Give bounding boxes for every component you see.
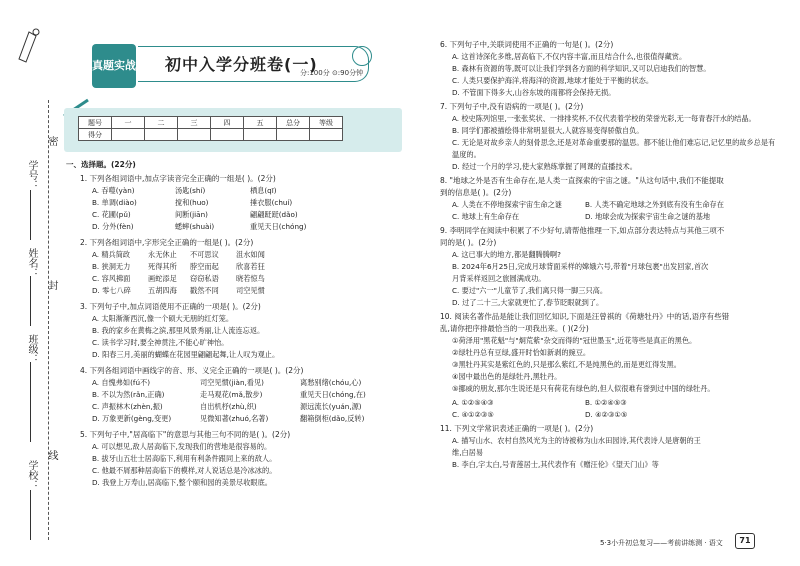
exam-badge: 真题实战 [92, 44, 136, 88]
q1-option-b[interactable]: B. 单调(diào) [92, 198, 137, 207]
q3-option-d[interactable]: D. 阳春三月,美丽的蝴蝶在花园里翩翩起舞,让人叹为观止。 [92, 350, 280, 359]
school-label: 学校： [26, 460, 37, 490]
q1-option-d[interactable]: D. 分外(fèn) [92, 222, 134, 231]
question-5: 5. 下列句子中,"居高临下"的意思与其他三句不同的是( )。(2分) [80, 430, 291, 439]
student-id-label: 学号： [26, 160, 37, 190]
score-head-cell: 三 [178, 117, 211, 129]
q7-option-a[interactable]: A. 校史陈列馆里,一张张奖状、一排排奖杯,不仅代表着学校的荣誉光彩,无一每青春汗水的结晶。 [452, 114, 756, 123]
score-cell[interactable] [310, 129, 343, 141]
q8-option-a[interactable]: A. 人类在不停地探索宇宙生命之谜 [452, 200, 562, 209]
q1-option-d2: 蟋蟀(shuài) [175, 222, 215, 231]
score-head-cell: 二 [145, 117, 178, 129]
q10-sentence-3: ③黑牡丹其实是紫红色的,只是那么紫红,不是纯黑色的,而是更红得发黑。 [452, 360, 681, 369]
q8-option-b[interactable]: B. 人类不确定地球之外到底有没有生命存在 [585, 200, 724, 209]
score-head-cell: 五 [244, 117, 277, 129]
q2-option-b3: 脖空而起 [190, 262, 219, 271]
q9-option-a[interactable]: A. 这已事大的地方,都是翻腾腾啊? [452, 250, 561, 259]
seal-mark-3: 线 [46, 450, 57, 460]
q9-option-c[interactable]: C. 要过"六一"儿童节了,我们离只得一脚三只高。 [452, 286, 608, 295]
q10-sentence-5: ⑤挪威的朋友,那尔生说还是只有荷花有绿色的,但人似很难有誉到过中国的绿牡丹。 [452, 384, 715, 393]
q2-option-a[interactable]: A. 精兵简政 [92, 250, 131, 259]
q5-option-a[interactable]: A. 可以想见,敌人居高临下,发现我们的营地是很容易的。 [92, 442, 272, 451]
q1-option-b3: 捶衣服(chuí) [250, 198, 293, 207]
q11-option-a[interactable]: A. 描写山水、农村自然风光为主的诗被称为山水田园诗,其代表诗人是唐朝的王 [452, 436, 701, 445]
class-line[interactable] [30, 362, 31, 442]
q4-option-d3: 翻箱倒柜(dǎo,反转) [300, 414, 365, 423]
q9-option-b-cont: 月背采样返回之旅圆满成功。 [452, 274, 546, 283]
question-8: 8. "地球之外是否有生命存在,是人类一直探索的宇宙之谜。"从这句话中,我们不能提取 [440, 176, 724, 185]
q4-option-a3: 离愁别绪(chóu,心) [300, 378, 362, 387]
q2-option-c2: 画蛇添足 [148, 274, 177, 283]
q2-option-a2: 永无休止 [148, 250, 177, 259]
name-line[interactable] [30, 276, 31, 326]
score-row-label: 得分 [79, 129, 112, 141]
q2-option-d[interactable]: D. 零七八碎 [92, 286, 131, 295]
q8-option-c[interactable]: C. 地球上有生命存在 [452, 212, 520, 221]
q1-option-a3: 栖息(qī) [250, 186, 277, 195]
q4-option-a2: 司空见惯(jiàn,看见) [200, 378, 264, 387]
q2-option-d3: 戳然不同 [190, 286, 219, 295]
q11-option-b[interactable]: B. 李白,字太白,号青莲居士,其代表作有《赠汪伦》《望天门山》等 [452, 460, 659, 469]
q7-option-c-cont: 温度的。 [452, 150, 481, 159]
q6-option-a[interactable]: A. 这首诗深化多维,居高临下,不仅内容丰富,而且结合什么,也很值得藏赏。 [452, 52, 687, 61]
question-6: 6. 下列句子中,关联词使用不正确的一句是( )。(2分) [440, 40, 614, 49]
q2-option-d2: 五胡四海 [148, 286, 177, 295]
school-line[interactable] [30, 490, 31, 540]
student-id-line[interactable] [30, 190, 31, 240]
q10-option-a[interactable]: A. ①②⑤④③ [452, 398, 494, 407]
score-cell[interactable] [145, 129, 178, 141]
footer-text: 5·3小升初总复习——考前讲练测 · 语文 [600, 539, 723, 547]
q8-option-d[interactable]: D. 地球会成为探索宇宙生命之谜的基地 [585, 212, 711, 221]
pencil-icon [14, 24, 44, 68]
cut-line [48, 100, 49, 540]
q1-option-a[interactable]: A. 吞噬(yàn) [92, 186, 135, 195]
q1-option-c3: 翩翩跹跹(dǎo) [250, 210, 298, 219]
question-9-cont: 同的是( )。(2分) [440, 238, 497, 247]
q2-option-c4: 晓若惊鸟 [236, 274, 265, 283]
score-cell[interactable] [277, 129, 310, 141]
q11-option-a-cont: 维,白居易 [452, 448, 484, 457]
q10-sentence-2: ②绿牡丹总有豆绿,盛开时恰如新剥的豌豆。 [452, 348, 591, 357]
score-head-cell: 等级 [310, 117, 343, 129]
score-head-cell: 四 [211, 117, 244, 129]
q10-sentence-1: ①荷泽用"黑花魁"与"炯荒紫"杂交而得的"冠世墨玉",近花等些是真正的黑色。 [452, 336, 697, 345]
question-9: 9. 李明同学在阅读中积累了不少好句,请帮他推理一下,如点部分表达特点与其他三项不 [440, 226, 725, 235]
q1-option-b2: 搅和(huo) [175, 198, 209, 207]
score-head-cell: 题号 [79, 117, 112, 129]
class-label: 班级： [26, 334, 37, 364]
score-info: 分:100分 ⊙:90分钟 [300, 69, 364, 77]
q9-option-b[interactable]: B. 2024年6月25日,完成月球背面采样的嫦娥六号,带着"月球包裹"出发回家,首次 [452, 262, 709, 271]
q4-option-b[interactable]: B. 不以为然(rǎn,正确) [92, 390, 165, 399]
clock-icon [352, 46, 372, 66]
q10-option-c[interactable]: C. ④①②③⑤ [452, 410, 494, 419]
q3-option-c[interactable]: C. 读书学习时,要全神贯注,不能心旷神怡。 [92, 338, 229, 347]
q2-option-b4: 欣喜若狂 [236, 262, 265, 271]
score-cell[interactable] [178, 129, 211, 141]
q7-option-d[interactable]: D. 经过一个月的学习,使大家熟练掌握了网课的直播技术。 [452, 162, 637, 171]
q7-option-c[interactable]: C. 无论是对故乡亲人的刻骨思念,还是对革命重要那的温思。都不能让他们难忘记,记忆里的故乡总是有 [452, 138, 776, 147]
question-11: 11. 下列文学常识表述正确的一项是( )。(2分) [440, 424, 594, 433]
q1-option-a2: 汤匙(shí) [175, 186, 206, 195]
q5-option-b[interactable]: B. 拔牙山五壮士居高临下,利用有利条件跟同上来的敌人。 [92, 454, 277, 463]
q4-option-c[interactable]: C. 声振林木(zhèn,振) [92, 402, 163, 411]
score-head-cell: 总分 [277, 117, 310, 129]
q6-option-d[interactable]: D. 不管面下得多大,山谷东坡的雨都将会保持无损。 [452, 88, 616, 97]
question-8-cont: 到的信息是( )。(2分) [440, 188, 512, 197]
seal-mark-1: 密 [46, 136, 57, 146]
name-label: 姓名： [26, 248, 37, 278]
q3-option-a[interactable]: A. 太阳渐渐西沉,像一个硕大无朋的红灯笼。 [92, 314, 234, 323]
q4-option-b3: 重见天日(chóng,在) [300, 390, 366, 399]
score-cell[interactable] [244, 129, 277, 141]
q2-option-a3: 不可思议 [190, 250, 219, 259]
q4-option-a[interactable]: A. 自愧弗如(fú不) [92, 378, 150, 387]
q1-option-c[interactable]: C. 花圃(pǔ) [92, 210, 131, 219]
q4-option-c3: 源远流长(yuán,源) [300, 402, 362, 411]
page-number: 71 [735, 533, 755, 549]
q4-option-b2: 走马观花(mǎ,散步) [200, 390, 263, 399]
q1-option-d3: 重见天日(chóng) [250, 222, 307, 231]
q6-option-c[interactable]: C. 人类只要保护海洋,将海洋的资源,地球才能处于平衡的状态。 [452, 76, 654, 85]
page-title: 初中入学分班卷(一) [165, 55, 318, 74]
q7-option-b[interactable]: B. 同学们都被描绘得非常明显很大,人就容易变得骄傲自负。 [452, 126, 644, 135]
q3-option-b[interactable]: B. 我的家乡在黄梅之滨,那里风景秀丽,让人流连忘返。 [92, 326, 265, 335]
question-10-cont: 乱,请你把序排最恰当的一项我出来。( )(2分) [440, 324, 589, 333]
q9-option-d[interactable]: D. 过了二十三,大家就更忙了,春节眨眼就到了。 [452, 298, 604, 307]
question-7: 7. 下列句子中,没有语病的一项是( )。(2分) [440, 102, 584, 111]
section-heading: 一、选择题。(22分) [66, 160, 136, 169]
q2-option-c3: 窃窃私语 [190, 274, 219, 283]
q2-option-b[interactable]: B. 狭洞无力 [92, 262, 131, 271]
question-1: 1. 下列各组词语中,加点字读音完全正确的一组是( )。(2分) [80, 174, 276, 183]
q6-option-b[interactable]: B. 森林有资源的等,既可以让我们学到各方面的科学知识,又可以启迪我们的智慧。 [452, 64, 711, 73]
q2-option-a4: 沮水如闻 [236, 250, 265, 259]
q2-option-d4: 司空见惯 [236, 286, 265, 295]
seal-mark-2: 封 [46, 280, 57, 290]
q10-option-d[interactable]: D. ④②③①⑤ [585, 410, 628, 419]
q1-option-c2: 间断(jiān) [175, 210, 208, 219]
q4-option-c2: 自出机杼(zhù,织) [200, 402, 257, 411]
question-3: 3. 下列句子中,加点词语使用不正确的一项是( )。(2分) [80, 302, 261, 311]
q4-option-d2: 见微知著(zhuó,名著) [200, 414, 269, 423]
question-4: 4. 下列各组词语中画线字的音、形、义完全正确的一项是( )。(2分) [80, 366, 304, 375]
score-cell[interactable] [211, 129, 244, 141]
score-table [78, 116, 343, 141]
q2-option-c[interactable]: C. 容风拂面 [92, 274, 131, 283]
q5-option-d[interactable]: D. 我登上万寿山,居高临下,整个颐和园的美景尽收眼底。 [92, 478, 272, 487]
q10-sentence-4: ④园中最出色的是绿牡丹,黑牡丹。 [452, 372, 562, 381]
q2-option-b2: 死得其所 [148, 262, 177, 271]
score-head-cell: 一 [112, 117, 145, 129]
question-10: 10. 阅读名著作品是能让我们回忆知识,下面是汪曾祺的《荷塘牡丹》中的话,语序有些错 [440, 312, 730, 321]
q4-option-d[interactable]: D. 万象更新(gèng,变更) [92, 414, 172, 423]
score-cell[interactable] [112, 129, 145, 141]
question-2: 2. 下列各组词语中,字形完全正确的一组是( )。(2分) [80, 238, 254, 247]
binding-sidebar [0, 0, 62, 566]
q5-option-c[interactable]: C. 他最不屑那种居高临下的模样,对人说话总是冷冰冰的。 [92, 466, 277, 475]
q10-option-b[interactable]: B. ①②④⑤③ [585, 398, 627, 407]
